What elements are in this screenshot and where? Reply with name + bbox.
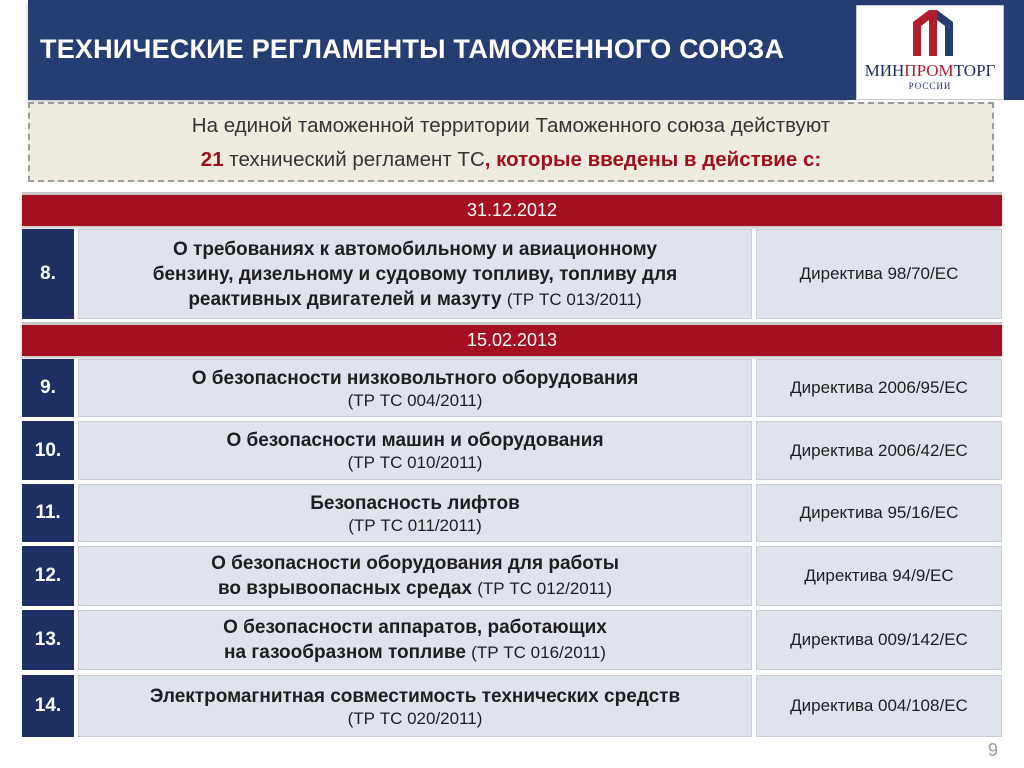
- intro-line-1: На единой таможенной территории Таможенного союза действуют: [191, 114, 831, 137]
- regulation-code: (ТР ТС 013/2011): [506, 289, 642, 309]
- table-row: [22, 229, 1002, 319]
- description-line-with-code: во взрывоопасных средах (ТР ТС 012/2011): [217, 578, 613, 599]
- regulation-code: (ТР ТС 016/2011): [471, 643, 606, 662]
- intro-middle-text: технический регламент ТС: [223, 148, 485, 171]
- eu-directive: Директива 94/9/ЕС: [756, 546, 1002, 606]
- eu-directive: Директива 2006/95/ЕС: [756, 359, 1002, 417]
- regulation-code: (ТР ТС 012/2011): [477, 579, 613, 598]
- description-line-with-code: реактивных двигателей и мазуту (ТР ТС 013/2011): [188, 288, 642, 310]
- ministry-emblem-icon: [907, 8, 955, 58]
- slide-title: ТЕХНИЧЕСКИЕ РЕГЛАМЕНТЫ ТАМОЖЕННОГО СОЮЗА: [40, 34, 785, 64]
- section-date-bar: 15.02.2013: [22, 322, 1002, 356]
- description-line: О безопасности аппаратов, работающих: [223, 617, 607, 638]
- logo-wordmark: МИНПРОМТОРГ: [864, 61, 996, 80]
- row-number: 8.: [22, 229, 74, 319]
- intro-line-2: [30, 148, 992, 172]
- description-line: О безопасности оборудования для работы: [211, 553, 619, 574]
- regulation-description: [78, 610, 752, 670]
- eu-directive: Директива 004/108/ЕС: [756, 675, 1002, 737]
- regulation-description: [78, 359, 752, 417]
- table-row: [22, 359, 1002, 417]
- description-line: О безопасности низковольтного оборудования: [191, 367, 639, 389]
- row-number: 10.: [22, 421, 74, 480]
- regulation-description: [78, 546, 752, 606]
- regulation-description: [78, 675, 752, 737]
- eu-directive: Директива 009/142/ЕС: [756, 610, 1002, 670]
- regulation-count: 21: [200, 148, 224, 171]
- table-row: [22, 546, 1002, 606]
- table-row: [22, 484, 1002, 542]
- table-row: [22, 421, 1002, 480]
- regulation-code: (ТР ТС 011/2011): [348, 515, 482, 535]
- regulation-description: [78, 484, 752, 542]
- title-banner: [28, 0, 848, 100]
- description-line: Электромагнитная совместимость технических средств: [149, 685, 681, 707]
- regulation-code: (ТР ТС 004/2011): [347, 390, 483, 410]
- description-line: О безопасности машин и оборудования: [226, 430, 604, 451]
- table-row: [22, 610, 1002, 670]
- description-line-with-code: на газообразном топливе (ТР ТС 016/2011): [224, 642, 606, 663]
- regulation-description: [78, 421, 752, 480]
- intro-end-text: , которые введены в действие с:: [484, 148, 822, 171]
- eu-directive: Директива 2006/42/ЕС: [756, 421, 1002, 480]
- table-row: [22, 675, 1002, 737]
- logo-subtitle: РОССИИ: [908, 81, 952, 91]
- eu-directive: Директива 98/70/ЕС: [756, 229, 1002, 319]
- description-line: бензину, дизельному и судовому топливу, топливу для: [152, 263, 678, 285]
- section-date-bar: 31.12.2012: [22, 192, 1002, 226]
- eu-directive: Директива 95/16/ЕС: [756, 484, 1002, 542]
- description-line: Безопасность лифтов: [310, 492, 520, 514]
- regulation-code: (ТР ТС 010/2011): [347, 453, 483, 472]
- regulation-code: (ТР ТС 020/2011): [347, 708, 483, 728]
- ministry-logo: [856, 5, 1004, 100]
- row-number: 11.: [22, 484, 74, 542]
- row-number: 14.: [22, 675, 74, 737]
- row-number: 13.: [22, 610, 74, 670]
- row-number: 9.: [22, 359, 74, 417]
- intro-box: [28, 102, 994, 182]
- description-line: О требованиях к автомобильному и авиационному: [172, 238, 658, 260]
- row-number: 12.: [22, 546, 74, 606]
- regulation-description: [78, 229, 752, 319]
- page-number: 9: [988, 740, 999, 760]
